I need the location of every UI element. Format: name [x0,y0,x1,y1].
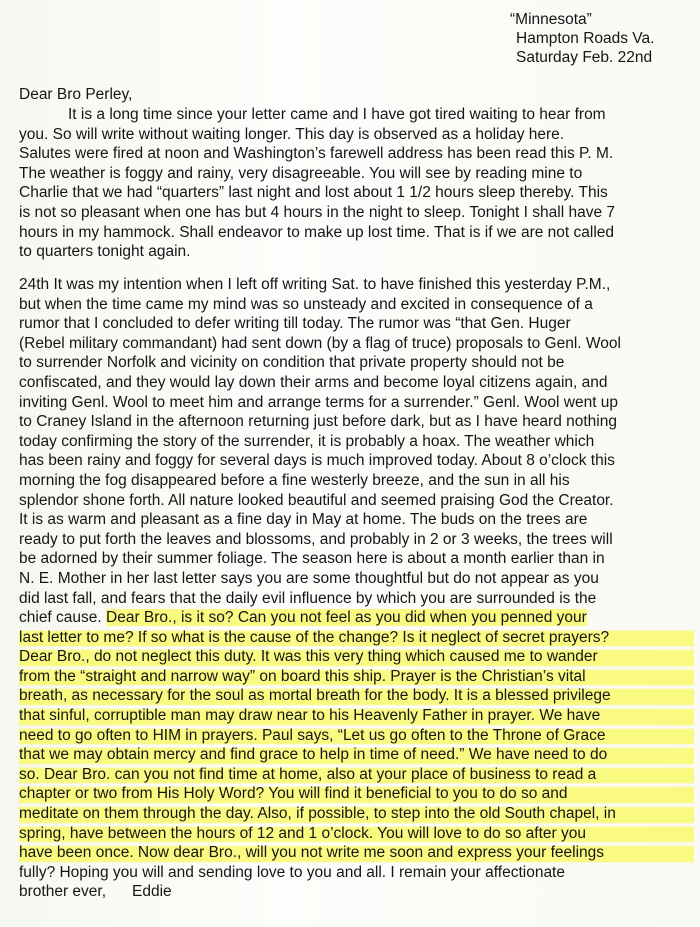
text-line: is not so pleasant when one has but 4 hours in the night to sleep. Tonight I shall have 7 [19,203,616,221]
closing: brother ever, [19,883,107,901]
signature: Eddie [132,883,172,901]
highlighted-line: breath, as necessary for the soul as mortal breath for the body. It is a blessed privilege [19,686,694,706]
highlighted-line: from the “straight and narrow way” on board this ship. Prayer is the Christian’s vital [19,667,694,687]
highlighted-line: last letter to me? If so what is the cause of the change? Is it neglect of secret prayers? [19,628,694,648]
closing-line [19,882,694,902]
text-line: be adorned by their summer foliage. The season here is about a month earlier than in [19,550,605,568]
paragraph-1 [19,105,694,262]
highlighted-line: Dear Bro., do not neglect this duty. It was this very thing which caused me to wander [19,647,694,667]
highlighted-line: chapter or two from His Holy Word? You will find it beneficial to you to do so and [19,784,694,804]
ship-name: “Minnesota” [510,11,592,28]
text-line: It is as warm and pleasant as a fine day in May at home. The buds on the trees are [19,511,588,529]
place-line: Hampton Roads Va. [516,30,655,47]
highlighted-text: Dear Bro., is it so? Can you not feel as you did when you penned your [106,609,587,627]
text-line: to quarters tonight again. [19,243,191,261]
highlighted-line: spring, have between the hours of 12 and 1 o’clock. You will love to do so after you [19,824,694,844]
text-line: to Craney Island in the afternoon returning just before dark, but as I have heard nothing [19,413,617,431]
salutation: Dear Bro Perley, [19,86,133,103]
text-line: has been rainy and foggy for several days is much improved today. About 8 o’clock this [19,452,615,470]
text-line: N. E. Mother in her last letter says you are some thoughtful but do not appear as you [19,569,599,587]
partially-highlighted-line [19,608,694,628]
highlighted-line: that we may obtain mercy and find grace to help in time of need.” We have need to do [19,745,694,765]
highlighted-line: need to go often to HIM in prayers. Paul says, “Let us go often to the Throne of Grace [19,726,694,746]
date-line: Saturday Feb. 22nd [516,49,653,66]
highlighted-line: that sinful, corruptible man may draw near to his Heavenly Father in prayer. We have [19,706,694,726]
text-line: today confirming the story of the surrender, it is probably a hoax. The weather which [19,432,595,450]
text-line: confiscated, and they would lay down their arms and become loyal citizens again, and [19,373,608,391]
text-line: (Rebel military commandant) had sent down (by a flag of truce) proposals to Genl. Wool [19,334,621,352]
text-line: rumor that I concluded to defer writing till today. The rumor was “that Gen. Huger [19,315,571,333]
text-line: fully? Hoping you will and sending love to you and all. I remain your affectionate [19,863,565,881]
text-line: did last fall, and fears that the daily evil influence by which you are surrounded is the [19,589,597,607]
text-line: It is a long time since your letter came and I have got tired waiting to hear from [68,106,606,123]
text-line: Salutes were fired at noon and Washington’s farewell address has been read this P. M. [19,145,614,163]
plain-text: chief cause. [19,609,107,627]
letter-header [510,10,655,67]
highlighted-line: so. Dear Bro. can you not find time at home, also at your place of business to read a [19,765,694,785]
paragraph-2 [19,275,694,902]
text-line: Charlie that we had “quarters” last night and lost about 1 1/2 hours sleep thereby. This [19,184,608,202]
text-line: hours in my hammock. Shall endeavor to make up lost time. That is if we are not called [19,223,615,241]
text-line: ready to put forth the leaves and blossoms, and probably in 2 or 3 weeks, the trees will [19,530,613,548]
text-line: morning the fog disappeared before a fine westerly breeze, and the sun in all his [19,471,570,489]
highlighted-line: have been once. Now dear Bro., will you not write me soon and express your feelings [19,843,694,863]
highlighted-line: meditate on them through the day. Also, if possible, to step into the old South chapel, in [19,804,694,824]
text-line: splendor shone forth. All nature looked beautiful and seemed praising God the Creator. [19,491,614,509]
text-line: 24th It was my intention when I left off writing Sat. to have finished this yesterday P.M., [19,276,611,293]
text-line: The weather is foggy and rainy, very disagreeable. You will see by reading mine to [19,164,583,182]
text-line: but when the time came my mind was so unsteady and excited in consequence of a [19,295,593,313]
text-line: inviting Genl. Wool to meet him and arrange terms for a surrender.” Genl. Wool went up [19,393,619,411]
text-line: you. So will write without waiting longer. This day is observed as a holiday here. [19,125,565,143]
text-line: to surrender Norfolk and vicinity on condition that private property should not be [19,354,565,372]
